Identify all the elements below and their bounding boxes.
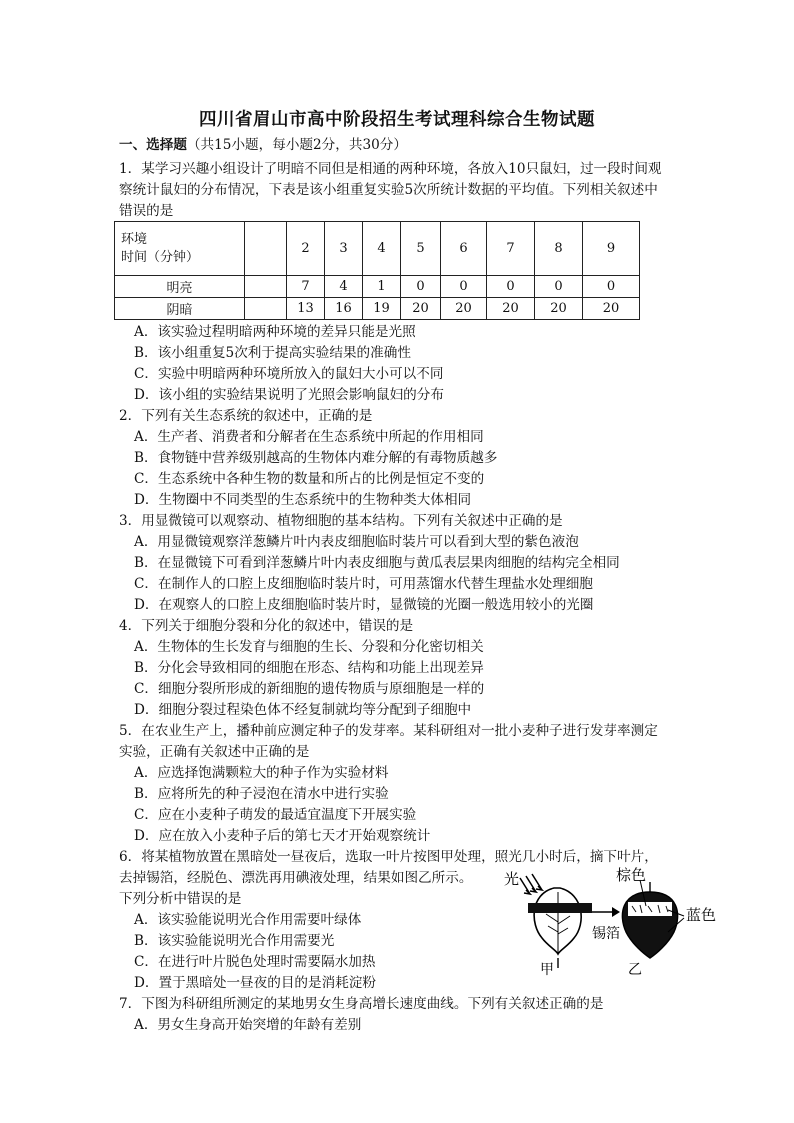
- value-cell: 0: [487, 276, 535, 298]
- value-cell: 0: [401, 276, 441, 298]
- foil-label: 锡箔: [592, 926, 620, 942]
- q6-option-c: C．在进行叶片脱色处理时需要隔水加热: [134, 954, 376, 970]
- q2-option-a: A．生产者、消费者和分解者在生态系统中所起的作用相同: [134, 429, 484, 445]
- header-environment: 环境: [121, 231, 148, 247]
- q1-option-c: C．实验中明暗两种环境所放入的鼠妇大小可以不同: [134, 366, 444, 382]
- q6-option-b: B．该实验能说明光合作用需要光: [134, 933, 335, 949]
- table-header-row: [115, 222, 640, 276]
- time-cell: 2: [287, 222, 325, 276]
- q2-option-d: D．生物圈中不同类型的生态系统中的生物种类大体相同: [134, 492, 472, 508]
- q6-stem-line-1: 6．将某植物放置在黑暗处一昼夜后，选取一叶片按图甲处理，照光几小时后，摘下叶片，: [119, 849, 658, 865]
- leaf-experiment-figure: [500, 862, 730, 977]
- q1-option-a: A．该实验过程明暗两种环境的差异只能是光照: [134, 324, 416, 340]
- table-row-bright: [115, 276, 640, 298]
- foil-strip: [528, 903, 592, 913]
- value-cell: 0: [441, 276, 487, 298]
- q4-option-a: A．生物体的生长发育与细胞的生长、分裂和分化密切相关: [134, 639, 484, 655]
- q6-option-a: A．该实验能说明光合作用需要叶绿体: [134, 912, 362, 928]
- value-cell: 20: [583, 298, 640, 320]
- value-cell: 20: [487, 298, 535, 320]
- q2-stem: 2．下列有关生态系统的叙述中，正确的是: [119, 408, 373, 424]
- q6-stem-line-2: 去掉锡箔，经脱色、漂洗再用碘液处理，结果如图乙所示。: [119, 870, 473, 886]
- q1-option-b: B．该小组重复5次利于提高实验结果的准确性: [134, 345, 411, 361]
- q1-data-table: [114, 221, 640, 320]
- time-cell: 7: [487, 222, 535, 276]
- header-time: 时间（分钟）: [121, 249, 200, 265]
- light-arrows: [520, 874, 542, 894]
- q4-option-b: B．分化会导致相同的细胞在形态、结构和功能上出现差异: [134, 660, 484, 676]
- q3-option-b: B．在显微镜下可看到洋葱鳞片叶内表皮细胞与黄瓜表层果肉细胞的结构完全相同: [134, 555, 620, 571]
- blue-label: 蓝色: [686, 906, 717, 924]
- q5-stem-line-2: 实验，正确有关叙述中正确的是: [119, 744, 310, 760]
- q3-stem: 3．用显微镜可以观察动、植物细胞的基本结构。下列有关叙述中正确的是: [119, 513, 563, 529]
- value-cell: 4: [325, 276, 363, 298]
- q1-option-d: D．该小组的实验结果说明了光照会影响鼠妇的分布: [134, 387, 444, 403]
- page-title: 四川省眉山市高中阶段招生考试理科综合生物试题: [199, 110, 595, 130]
- q1-stem-line-1: 1．某学习兴趣小组设计了明暗不同但是相通的两种环境，各放入10只鼠妇，过一段时间观: [119, 161, 662, 177]
- value-cell: 7: [287, 276, 325, 298]
- value-cell: 0: [583, 276, 640, 298]
- row-label: 阴暗: [115, 298, 245, 320]
- value-cell: 16: [325, 298, 363, 320]
- value-cell: 20: [535, 298, 583, 320]
- q3-option-a: A．用显微镜观察洋葱鳞片叶内表皮细胞临时装片可以看到大型的紫色液泡: [134, 534, 579, 550]
- q4-stem: 4．下列关于细胞分裂和分化的叙述中，错误的是: [119, 618, 414, 634]
- value-cell: 0: [535, 276, 583, 298]
- time-cell: 9: [583, 222, 640, 276]
- section-note: （共15小题，每小题2分，共30分）: [186, 137, 407, 153]
- q4-option-c: C．细胞分裂所形成的新细胞的遗传物质与原细胞是一样的: [134, 681, 485, 697]
- brown-label: 棕色: [616, 866, 647, 884]
- q5-option-d: D．应在放入小麦种子后的第七天才开始观察统计: [134, 828, 431, 844]
- q2-option-b: B．食物链中营养级别越高的生物体内难分解的有毒物质越多: [134, 450, 498, 466]
- leaf-b-drawing: [622, 882, 677, 958]
- label-a: 甲: [540, 962, 554, 977]
- time-cell: 4: [363, 222, 401, 276]
- q7-stem: 7．下图为科研组所测定的某地男女生身高增长速度曲线。下列有关叙述正确的是: [119, 996, 604, 1012]
- empty-cell: [245, 276, 287, 298]
- value-cell: 19: [363, 298, 401, 320]
- time-cell: 8: [535, 222, 583, 276]
- value-cell: 13: [287, 298, 325, 320]
- time-cell: 6: [441, 222, 487, 276]
- q2-option-c: C．生态系统中各种生物的数量和所占的比例是恒定不变的: [134, 471, 485, 487]
- q3-option-c: C．在制作人的口腔上皮细胞临时装片时，可用蒸馏水代替生理盐水处理细胞: [134, 576, 593, 592]
- q6-stem-line-3: 下列分析中错误的是: [119, 891, 242, 907]
- leaf-a-drawing: [528, 888, 592, 968]
- time-cell: 3: [325, 222, 363, 276]
- q7-option-a: A．男女生身高开始突增的年龄有差别: [134, 1017, 362, 1033]
- empty-header-cell: [245, 222, 287, 276]
- table-row-dark: [115, 298, 640, 320]
- q4-option-d: D．细胞分裂过程染色体不经复制就均等分配到子细胞中: [134, 702, 472, 718]
- time-cell: 5: [401, 222, 441, 276]
- row-label: 明亮: [115, 276, 245, 298]
- section-label: 一、选择题: [119, 137, 187, 153]
- value-cell: 20: [401, 298, 441, 320]
- table-corner-header: [115, 222, 245, 276]
- q5-option-c: C．应在小麦种子萌发的最适宜温度下开展实验: [134, 807, 417, 823]
- q5-option-b: B．应将所先的种子浸泡在清水中进行实验: [134, 786, 389, 802]
- label-b: 乙: [628, 962, 642, 977]
- q6-option-d: D．置于黑暗处一昼夜的目的是消耗淀粉: [134, 975, 376, 991]
- section-heading: [119, 137, 407, 153]
- light-label: 光: [504, 870, 520, 888]
- q3-option-d: D．在观察人的口腔上皮细胞临时装片时，显微镜的光圈一般选用较小的光圈: [134, 597, 594, 613]
- q1-stem-line-2: 察统计鼠妇的分布情况，下表是该小组重复实验5次所统计数据的平均值。下列相关叙述中: [119, 182, 658, 198]
- q1-stem-line-3: 错误的是: [119, 203, 174, 219]
- empty-cell: [245, 298, 287, 320]
- q5-option-a: A．应选择饱满颗粒大的种子作为实验材料: [134, 765, 389, 781]
- value-cell: 20: [441, 298, 487, 320]
- q5-stem-line-1: 5．在农业生产上，播种前应测定种子的发芽率。某科研组对一批小麦种子进行发芽率测定: [119, 723, 658, 739]
- value-cell: 1: [363, 276, 401, 298]
